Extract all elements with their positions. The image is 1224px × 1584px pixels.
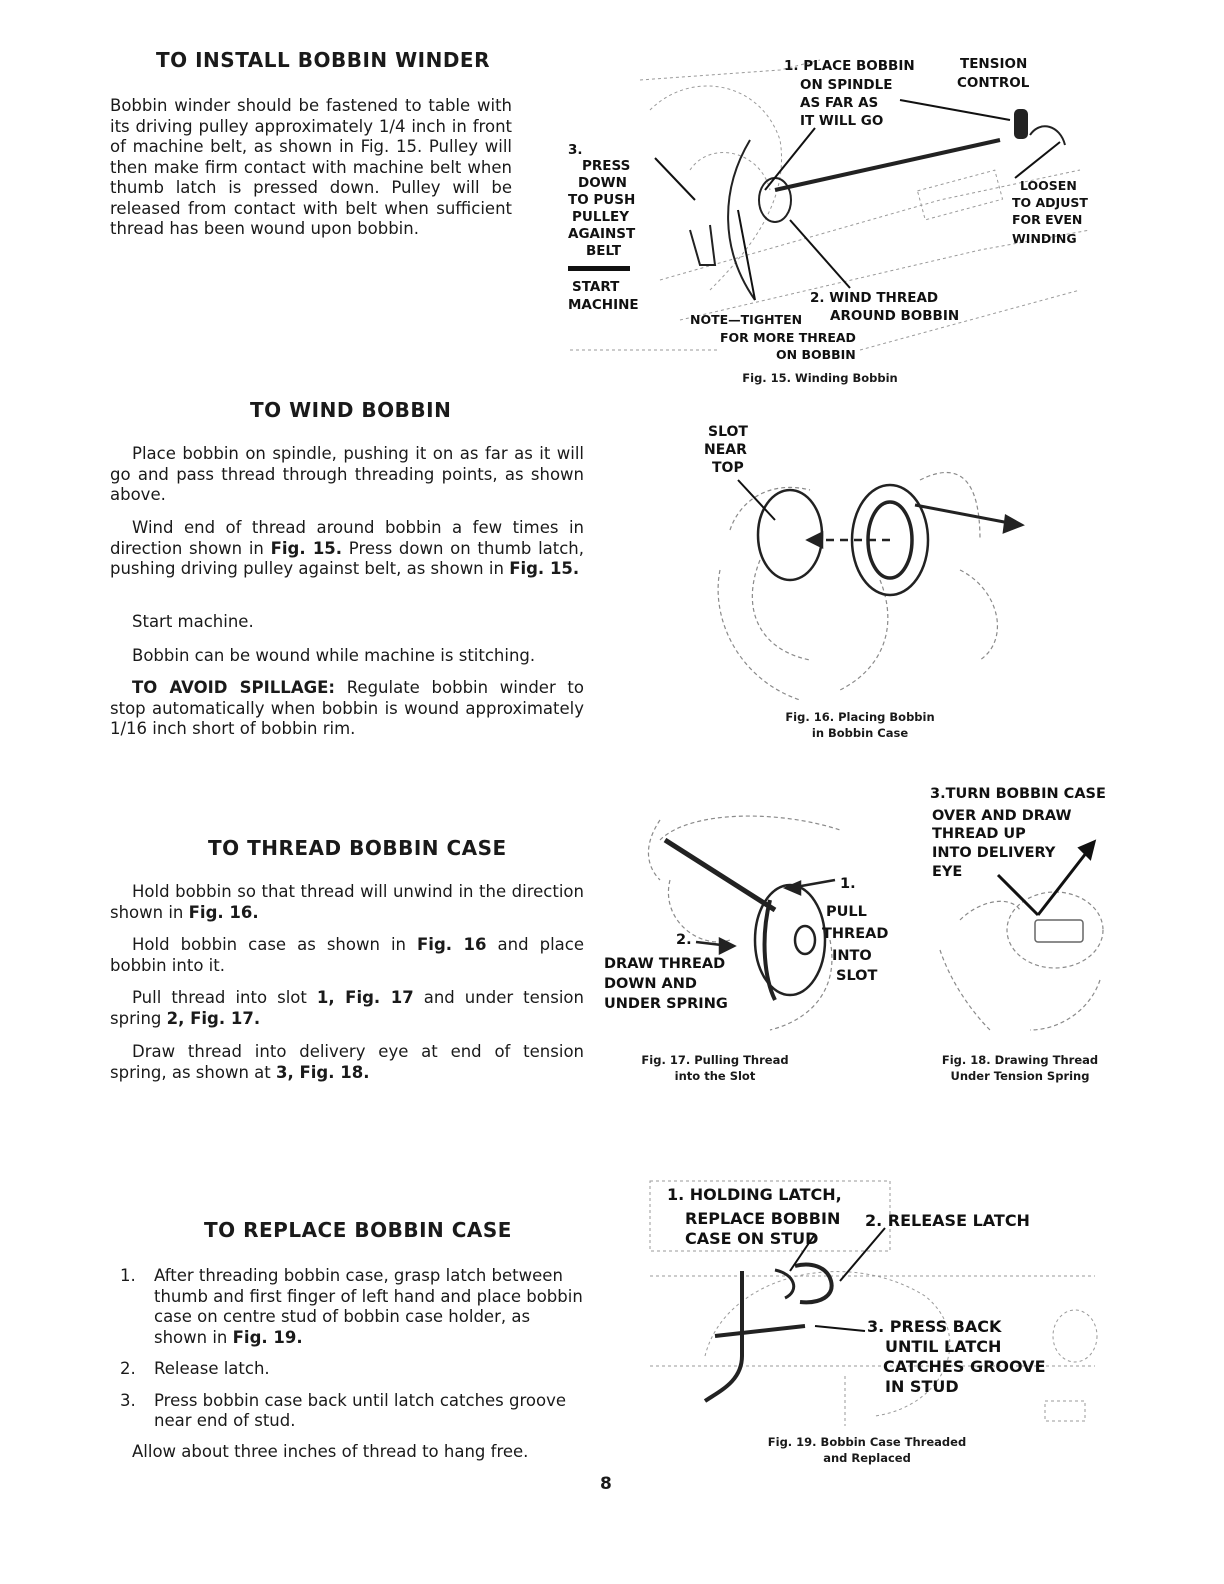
fig15-label: IT WILL GO: [800, 113, 884, 129]
fig15-bar: [568, 266, 630, 271]
fig15-label: AS FAR AS: [800, 95, 879, 111]
install-heading: TO INSTALL BOBBIN WINDER: [156, 48, 490, 72]
page-number: 8: [600, 1474, 612, 1494]
fig18-delivery-eye: [1035, 920, 1083, 942]
fig19-label: CATCHES GROOVE: [883, 1357, 1046, 1376]
fig19-label: 3. PRESS BACK: [867, 1317, 1002, 1336]
replace-steps: [110, 1266, 584, 1443]
fig15-label: ON BOBBIN: [776, 347, 856, 362]
fig15-leader-lines: [655, 100, 1060, 300]
fig19-label: IN STUD: [885, 1377, 959, 1396]
fig19-bobbin-case-illustration: [645, 1176, 1100, 1426]
replace-heading: TO REPLACE BOBBIN CASE: [204, 1218, 512, 1242]
fig17-label: INTO: [832, 948, 872, 964]
fig16-caption: Fig. 16. Placing Bobbin in Bobbin Case: [785, 710, 935, 740]
fig18-sketch: [940, 892, 1103, 1030]
wind-paragraph-3: Start machine.: [132, 612, 254, 631]
fig19-label: 1. HOLDING LATCH,: [667, 1185, 842, 1204]
fig15-label: 2. WIND THREAD: [810, 290, 939, 306]
thread-heading: TO THREAD BOBBIN CASE: [208, 836, 507, 860]
fig15-label: PRESS: [582, 158, 631, 174]
fig19-drawing: [705, 1265, 832, 1401]
fig17-labels: [604, 876, 888, 1012]
fig18-label: INTO DELIVERY: [932, 845, 1056, 861]
fig15-label: DOWN: [578, 175, 627, 191]
replace-step: 2. Release latch.: [120, 1359, 270, 1378]
fig15-labels: [568, 56, 1088, 362]
fig19-label: UNTIL LATCH: [885, 1337, 1002, 1356]
fig15-winding-bobbin-illustration: [560, 50, 1100, 370]
fig16-sketch: [718, 473, 997, 701]
fig16-label: TOP: [712, 460, 744, 476]
fig19-label: CASE ON STUD: [685, 1229, 819, 1248]
fig15-label: MACHINE: [568, 297, 639, 313]
wind-paragraph-1: Place bobbin on spindle, pushing it on as far as it will go and pass thread through threading points, as shown above.: [110, 444, 584, 504]
fig16-drawing: [758, 485, 1022, 595]
fig15-label: 1. PLACE BOBBIN: [784, 58, 915, 74]
install-paragraph: Bobbin winder should be fastened to table with its driving pulley approximately 1/4 inch in front of machine belt, as shown in Fig. 15. Pulley will then make firm contact with machine belt when thumb latch is pressed down. Pulley will be released from contact with belt when sufficient thread has been wound upon bobbin.: [110, 96, 512, 238]
fig15-label: BELT: [586, 243, 622, 259]
fig15-label: TO ADJUST: [1012, 195, 1088, 210]
replace-step: 1. After threading bobbin case, grasp latch between thumb and first finger of left hand and place bobbin case on centre stud of bobbin case holder, as shown in Fig. 19.: [120, 1266, 583, 1347]
fig16-placing-bobbin-illustration: [700, 420, 1040, 710]
wind-paragraph-2: Wind end of thread around bobbin a few times in direction shown in Fig. 15. Press down on thumb latch, pushing driving pulley against belt, as shown in Fig. 15.: [110, 518, 585, 578]
fig17-label: UNDER SPRING: [604, 996, 728, 1012]
wind-spillage-note: TO AVOID SPILLAGE: Regulate bobbin winder to stop automatically when bobbin is wound approximately 1/16 inch short of bobbin rim.: [110, 678, 584, 738]
fig19-label: REPLACE BOBBIN: [685, 1209, 841, 1228]
fig18-caption: Fig. 18. Drawing Thread Under Tension Spring: [941, 1053, 1099, 1083]
wind-paragraph-4: Bobbin can be wound while machine is stitching.: [132, 646, 536, 665]
fig15-label: 3.: [568, 142, 583, 158]
fig15-label: NOTE—TIGHTEN: [690, 312, 803, 327]
fig15-label: ON SPINDLE: [800, 77, 893, 93]
fig15-label: TO PUSH: [568, 192, 636, 208]
fig16-labels: [704, 424, 748, 476]
fig19-label: 2. RELEASE LATCH: [865, 1211, 1030, 1230]
thread-paragraph-2: Hold bobbin case as shown in Fig. 16 and place bobbin into it.: [110, 935, 584, 975]
fig15-label: CONTROL: [957, 75, 1030, 91]
fig15-label: WINDING: [1012, 231, 1077, 246]
fig18-label: 3.TURN BOBBIN CASE: [930, 786, 1106, 802]
fig17-pulling-thread-illustration: [600, 800, 900, 1040]
fig17-label: 2.: [676, 932, 692, 948]
fig17-label: SLOT: [836, 968, 878, 984]
fig18-drawing-thread-illustration: [920, 780, 1120, 1040]
fig15-label: AROUND BOBBIN: [830, 308, 960, 324]
fig15-label: TENSION: [960, 56, 1028, 72]
thread-paragraph-4: Draw thread into delivery eye at end of tension spring, as shown at 3, Fig. 18.: [110, 1042, 584, 1082]
fig17-caption: Fig. 17. Pulling Thread into the Slot: [641, 1053, 789, 1083]
fig17-label: THREAD: [822, 926, 889, 942]
fig18-label: OVER AND DRAW: [932, 808, 1072, 824]
fig15-label: AGAINST: [568, 226, 636, 242]
fig19-caption: Fig. 19. Bobbin Case Threaded and Replaced: [767, 1435, 967, 1465]
fig19-labels: [667, 1185, 1046, 1396]
wind-heading: TO WIND BOBBIN: [250, 398, 452, 422]
fig18-label: EYE: [932, 864, 963, 880]
fig15-label: FOR MORE THREAD: [720, 330, 856, 345]
fig17-label: DRAW THREAD: [604, 956, 726, 972]
fig15-label: START: [572, 279, 620, 295]
fig17-label: 1.: [840, 876, 856, 892]
fig15-label: FOR EVEN: [1012, 212, 1083, 227]
fig15-label: PULLEY: [572, 209, 630, 225]
fig15-drawing: [690, 110, 1065, 300]
thread-paragraph-3: Pull thread into slot 1, Fig. 17 and under tension spring 2, Fig. 17.: [110, 988, 584, 1028]
fig16-label: NEAR: [704, 442, 747, 458]
fig17-label: DOWN AND: [604, 976, 697, 992]
fig18-label: THREAD UP: [932, 826, 1026, 842]
fig15-caption: Fig. 15. Winding Bobbin: [742, 371, 898, 385]
fig16-label: SLOT: [708, 424, 748, 440]
replace-closing: Allow about three inches of thread to hang free.: [132, 1442, 529, 1461]
thread-paragraph-1: Hold bobbin so that thread will unwind in the direction shown in Fig. 16.: [110, 882, 584, 922]
replace-step: 3. Press bobbin case back until latch catches groove near end of stud.: [120, 1390, 567, 1430]
fig18-labels: [930, 786, 1106, 880]
fig15-label: LOOSEN: [1020, 178, 1077, 193]
fig17-label: PULL: [826, 904, 867, 920]
